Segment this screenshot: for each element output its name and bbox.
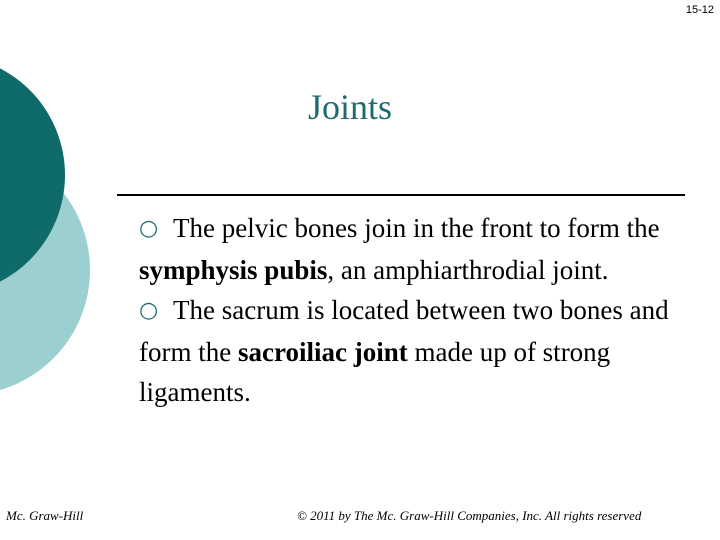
bullet-item	[139, 208, 699, 290]
bullet-item	[139, 290, 699, 413]
hollow-circle-icon: ○	[139, 216, 159, 241]
bullet-text: , an amphiarthrodial joint.	[327, 254, 609, 285]
title-divider	[117, 194, 685, 196]
slide-title: Joints	[308, 87, 393, 127]
page-number: 15-12	[685, 4, 714, 16]
footer-publisher: Mc. Graw-Hill	[6, 508, 84, 523]
bullet-term: sacroiliac joint	[237, 336, 408, 367]
bullet-text: The sacrum is located between two bones and form the	[139, 295, 669, 367]
bullet-text: The pelvic bones join in the front to form the	[173, 213, 660, 243]
decorative-circles	[0, 0, 130, 420]
bullet-text: made up of strong ligaments.	[139, 336, 611, 407]
hollow-circle-icon: ○	[139, 298, 159, 323]
bullet-term: symphysis pubis	[139, 254, 328, 285]
bullet-list	[139, 208, 699, 413]
footer-copyright: © 2011 by The Mc. Graw-Hill Companies, Inc. All rights reserved	[297, 508, 642, 523]
